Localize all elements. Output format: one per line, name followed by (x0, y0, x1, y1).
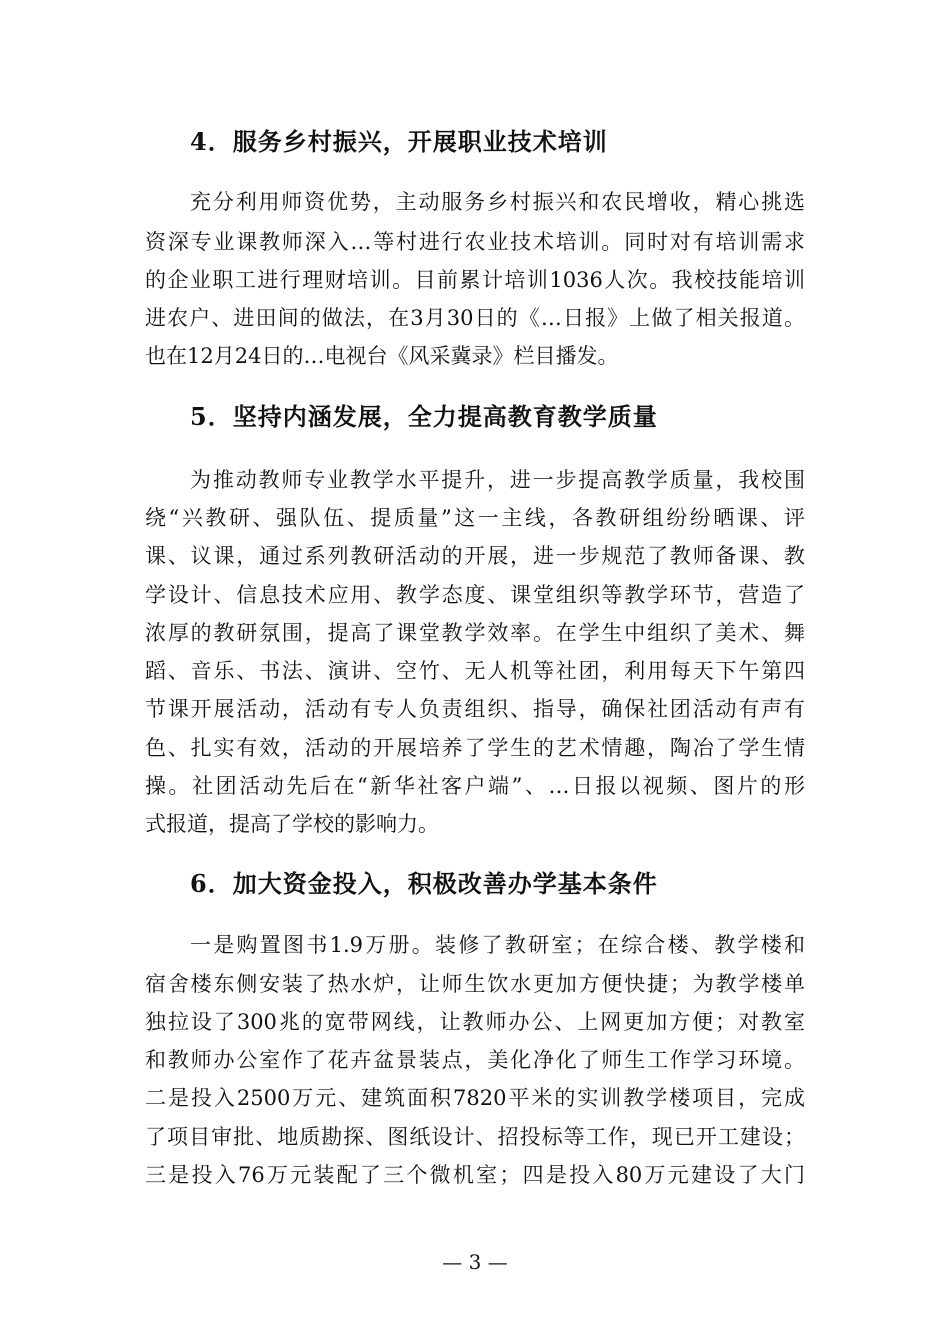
paragraph-line: 课、议课，通过系列教研活动的开展，进一步规范了教师备课、教 (145, 544, 805, 568)
paragraph-line: 节课开展活动，活动有专人负责组织、指导，确保社团活动有声有 (145, 697, 805, 721)
paragraph-line: 宿舍楼东侧安装了热水炉，让师生饮水更加方便快捷；为教学楼单 (145, 972, 805, 996)
paragraph-line: 蹈、音乐、书法、演讲、空竹、无人机等社团，利用每天下午第四 (145, 659, 805, 683)
paragraph-line: 式报道，提高了学校的影响力。 (145, 812, 439, 836)
paragraph-line: 为推动教师专业教学水平提升，进一步提高教学质量，我校围 (190, 468, 805, 492)
paragraph-line: 二是投入2500万元、建筑面积7820平米的实训教学楼项目，完成 (145, 1086, 805, 1110)
page-number: — 3 — (442, 1250, 508, 1274)
paragraph-line: 的企业职工进行理财培训。目前累计培训1036人次。我校技能培训 (145, 268, 805, 292)
paragraph-line: 操。社团活动先后在“新华社客户端”、…日报以视频、图片的形 (145, 774, 805, 798)
paragraph-line: 绕“兴教研、强队伍、提质量”这一主线，各教研组纷纷晒课、评 (145, 506, 805, 530)
paragraph-line: 独拉设了300兆的宽带网线，让教师办公、上网更加方便；对教室 (145, 1010, 805, 1034)
section-4-heading: 4．服务乡村振兴，开展职业技术培训 (190, 127, 608, 156)
paragraph-line: 三是投入76万元装配了三个微机室；四是投入80万元建设了大门 (145, 1163, 805, 1187)
paragraph-line: 一是购置图书1.9万册。装修了教研室；在综合楼、教学楼和 (190, 933, 805, 957)
paragraph-line: 学设计、信息技术应用、教学态度、课堂组织等教学环节，营造了 (145, 583, 805, 607)
paragraph-line: 也在12月24日的…电视台《风采冀录》栏目播发。 (145, 344, 619, 368)
section-6-heading: 6．加大资金投入，积极改善办学基本条件 (190, 869, 658, 898)
paragraph-line: 色、扎实有效，活动的开展培养了学生的艺术情趣，陶冶了学生情 (145, 736, 805, 760)
paragraph-line: 资深专业课教师深入…等村进行农业技术培训。同时对有培训需求 (145, 230, 805, 254)
paragraph-line: 和教师办公室作了花卉盆景装点，美化净化了师生工作学习环境。 (145, 1048, 805, 1072)
section-5-heading: 5．坚持内涵发展，全力提高教育教学质量 (190, 402, 658, 431)
paragraph-line: 充分利用师资优势，主动服务乡村振兴和农民增收，精心挑选 (190, 190, 805, 214)
paragraph-line: 了项目审批、地质勘探、图纸设计、招投标等工作，现已开工建设； (145, 1125, 805, 1149)
paragraph-line: 进农户、进田间的做法，在3月30日的《…日报》上做了相关报道。 (145, 306, 805, 330)
paragraph-line: 浓厚的教研氛围，提高了课堂教学效率。在学生中组织了美术、舞 (145, 621, 805, 645)
